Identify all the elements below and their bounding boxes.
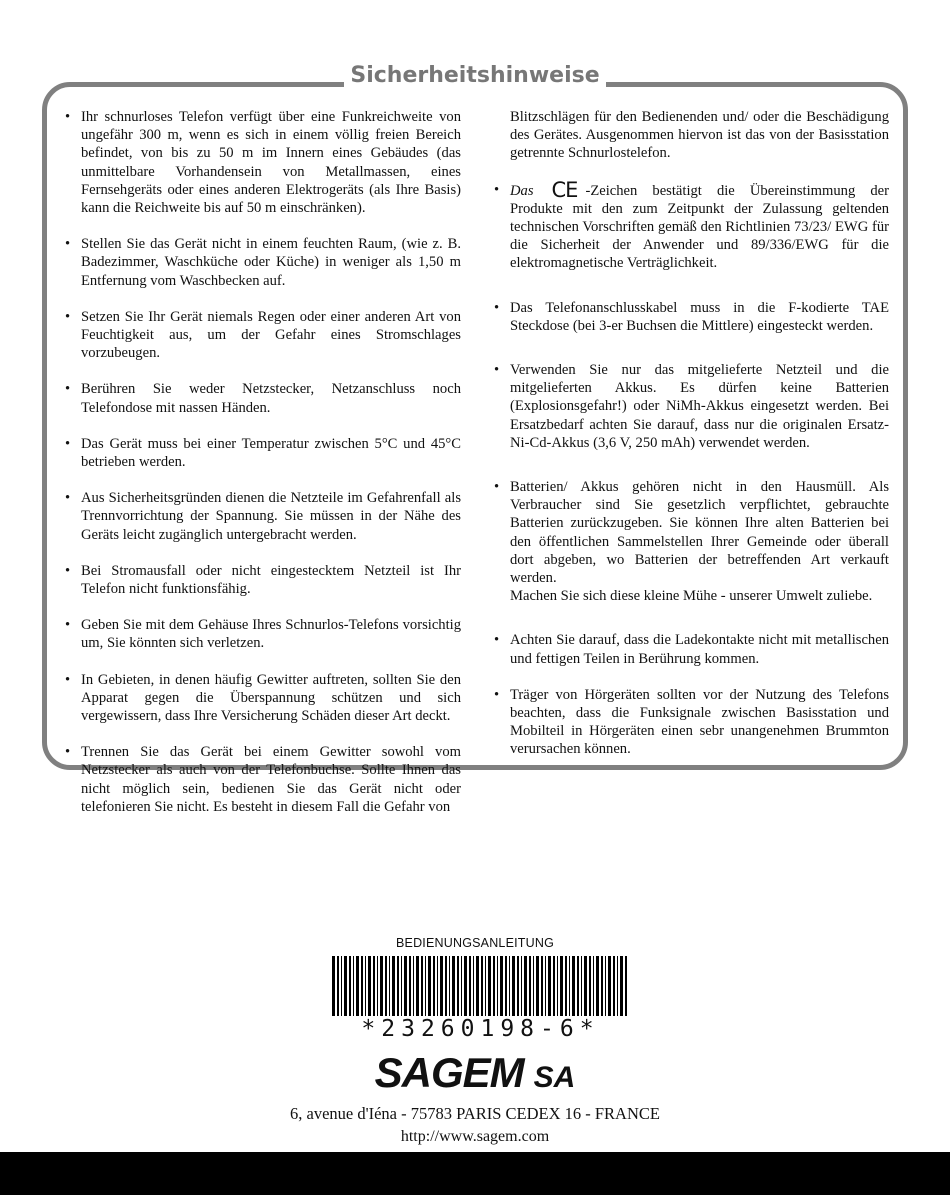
item-note: Machen Sie sich diese kleine Mühe - unserer Umwelt zuliebe. (510, 588, 873, 605)
item-text: Berühren Sie weder Netzstecker, Netzanschluss noch Telefondose mit nassen Händen. (81, 381, 461, 416)
list-item: • Trennen Sie das Gerät bei einem Gewitter sowohl vom Netzstecker als auch von der Telefonbuchse. Sollte Ihnen das nicht möglich sein, bedienen Sie das Gerät nicht oder telefonieren Sie nicht. Es besteht in diesem Fall die Gefahr von (65, 744, 461, 815)
barcode-label: BEDIENUNGSANLEITUNG (396, 936, 554, 950)
barcode-icon (332, 956, 629, 1016)
right-column (492, 108, 889, 759)
list-item: • Aus Sicherheitsgründen dienen die Netzteile im Gefahrenfall als Trennvorrichtung der Spannung. Sie müssen in der Nähe des Geräts leicht zugänglich untergebracht werden. (65, 490, 461, 543)
item-text: Stellen Sie das Gerät nicht in einem feuchten Raum, (wie z. B. Badezimmer, Waschküche oder Küche) in weniger als 1,50 m Entfernung vom Waschbecken auf. (81, 236, 461, 289)
item-text: Achten Sie darauf, dass die Ladekontakte nicht mit metallischen und fettigen Teilen in Berührung kommen. (510, 632, 889, 667)
list-item-continuation (492, 108, 889, 163)
footer-bar (0, 1152, 950, 1195)
item-text: Ihr schnurloses Telefon verfügt über eine Funkreichweite von ungefähr 300 m, wenn es sich in einem völlig freien Bereich befindet, von bis zu 50 m im Innern eines Gebäudes (das unmittelbare Vorhandensein von Metallmassen, eines Fernsehgeräts oder eines anderen Elektrogeräts (als Ihre Basis) kann die Reichweite bis auf 50 m einschränken). (81, 109, 461, 217)
item-text: Aus Sicherheitsgründen dienen die Netzteile im Gefahrenfall als Trennvorrichtung der Spannung. Sie müssen in der Nähe des Geräts leicht zugänglich untergebracht werden. (81, 490, 461, 543)
list-item: • Ihr schnurloses Telefon verfügt über eine Funkreichweite von ungefähr 300 m, wenn es sich in einem völlig freien Bereich befindet, von bis zu 50 m im Innern eines Gebäudes (das unmittelbare Vorhandensein von Metallmassen, eines Fernsehgeräts oder eines anderen Elektrogeräts (als Ihre Basis) kann die Reichweite bis auf 50 m einschränken). (65, 109, 461, 217)
left-column (63, 108, 461, 816)
ce-mark-icon: CE (551, 177, 578, 202)
list-item: • Stellen Sie das Gerät nicht in einem feuchten Raum, (wie z. B. Badezimmer, Waschküche oder Küche) in weniger als 1,50 m Entfernung vom Waschbecken auf. (65, 236, 461, 289)
list-item: • Das Telefonanschlusskabel muss in die F-kodierte TAE Steckdose (bei 3-er Buchsen die Mittlere) eingesteckt werden. (494, 299, 889, 334)
list-item: • Geben Sie mit dem Gehäuse Ihres Schnurlos-Telefons vorsichtig um, Sie könnten sich verletzen. (65, 617, 461, 652)
list-item-battery: • Batterien/ Akkus gehören nicht in den Hausmüll. Als Verbraucher sind Sie gesetzlich verpflichtet, gebrauchte Batterien zurückzugeben. Sie können Ihre alten Batterien bei den öffentlichen Sammelstellen Ihrer Gemeinde oder überall dort abgeben, wo Batterien der betreffenden Art verkauft werden. Machen Sie sich diese kleine Mühe - unserer Umwelt zuliebe. (494, 479, 889, 605)
item-text: Das Gerät muss bei einer Temperatur zwischen 5°C und 45°C betrieben werden. (81, 435, 461, 471)
list-item: • Verwenden Sie nur das mitgelieferte Netzteil und die mitgelieferten Akkus. Es dürfen keine Batterien (Explosionsgefahr!) oder NiMh-Akkus eingesetzt werden. Bei Ersatzbedarf achten Sie darauf, dass nur die originalen Ersatz-Ni-Cd-Akkus (3,6 V, 250 mAh) verwendet werden. (494, 362, 889, 451)
item-text: Geben Sie mit dem Gehäuse Ihres Schnurlos-Telefons vorsichtig um, Sie könnten sich verletzen. (81, 617, 461, 652)
item-text: Verwenden Sie nur das mitgelieferte Netzteil und die mitgelieferten Akkus. Es dürfen keine Batterien (Explosionsgefahr!) oder NiMh-Akkus eingesetzt werden. Bei Ersatzbedarf achten Sie darauf, dass nur die originalen Ersatz-Ni-Cd-Akkus (3,6 V, 250 mAh) verwendet werden. (510, 362, 889, 451)
page-title-wrap (0, 63, 950, 88)
item-text: Träger von Hörgeräten sollten vor der Nutzung des Telefons beachten, dass die Funksignale zwischen Basisstation und Mobilteil in Hörgeräten einen sebr unangenehmen Brummton verursachen können. (510, 686, 889, 758)
item-text: -Zeichen bestätigt die Übereinstimmung der Produkte mit den zum Zeitpunkt der Zulassung geltenden technischen Vorschriften gemäß den Richtlinien 73/23/ EWG für die Sicherheit der Anwender und 89/336/EWG für die elektromagnetische Verträglichkeit. (510, 182, 889, 272)
company-logo (0, 1049, 950, 1097)
list-item: • Achten Sie darauf, dass die Ladekontakte nicht mit metallischen und fettigen Teilen in Berührung kommen. (494, 632, 889, 667)
list-item: • Träger von Hörgeräten sollten vor der Nutzung des Telefons beachten, dass die Funksignale zwischen Basisstation und Mobilteil in Hörgeräten einen sebr unangenehmen Brummton verursachen können. (494, 686, 889, 758)
item-text: In Gebieten, in denen häufig Gewitter auftreten, sollten Sie den Apparat gegen die Überspannung schützen und sich vergewissern, dass Ihre Versicherung Schäden dieser Art deckt. (81, 671, 461, 725)
company-url: http://www.sagem.com (400, 1128, 550, 1145)
item-text: Trennen Sie das Gerät bei einem Gewitter sowohl vom Netzstecker als auch von der Telefonbuchse. Sollte Ihnen das nicht möglich sein, bedienen Sie das Gerät nicht oder telefonieren Sie nicht. Es besteht in diesem Fall die Gefahr von (81, 744, 461, 815)
company-name: SAGEM (374, 1049, 524, 1096)
ce-lead: Das (510, 182, 534, 199)
list-item: • Das Gerät muss bei einer Temperatur zwischen 5°C und 45°C betrieben werden. (65, 435, 461, 471)
item-text: Batterien/ Akkus gehören nicht in den Hausmüll. Als Verbraucher sind Sie gesetzlich verpflichtet, gebrauchte Batterien zurückzugeben. Sie können Ihre alten Batterien bei den öffentlichen Sammelstellen Ihrer Gemeinde oder überall dort abgeben, wo Batterien der betreffenden Art verkauft werden. (510, 479, 889, 587)
page-title: Sicherheitshinweise (344, 63, 605, 88)
list-item: • Berühren Sie weder Netzstecker, Netzanschluss noch Telefondose mit nassen Händen. (65, 381, 461, 416)
barcode-number: *23260198-6* (361, 1016, 600, 1042)
company-address: 6, avenue d'Iéna - 75783 PARIS CEDEX 16 - FRANCE (290, 1104, 660, 1123)
list-item: • In Gebieten, in denen häufig Gewitter auftreten, sollten Sie den Apparat gegen die Überspannung schützen und sich vergewissern, dass Ihre Versicherung Schäden dieser Art deckt. (65, 671, 461, 725)
company-suffix: SA (533, 1061, 576, 1094)
list-item: • Bei Stromausfall oder nicht eingestecktem Netzteil ist Ihr Telefon nicht funktionsfähig. (65, 562, 461, 598)
list-item-ce: • Das CE -Zeichen bestätigt die Übereinstimmung der Produkte mit den zum Zeitpunkt der Zulassung geltenden technischen Vorschriften gemäß den Richtlinien 73/23/ EWG für die Sicherheit der Anwender und 89/336/EWG für die elektromagnetische Verträglichkeit. (494, 177, 889, 272)
item-text: Bei Stromausfall oder nicht eingestecktem Netzteil ist Ihr Telefon nicht funktionsfähig. (81, 562, 461, 598)
list-item: • Setzen Sie Ihr Gerät niemals Regen oder einer anderen Art von Feuchtigkeit aus, um der Gefahr eines Stromschlages vorzubeugen. (65, 308, 461, 362)
item-text: Blitzschlägen für den Bedienenden und/ oder die Beschädigung des Gerätes. Ausgenommen hiervon ist das von der Basisstation getrennte Schnurlostelefon. (510, 109, 889, 162)
item-text: Das Telefonanschlusskabel muss in die F-kodierte TAE Steckdose (bei 3-er Buchsen die Mittlere) eingesteckt werden. (510, 299, 889, 334)
item-text: Setzen Sie Ihr Gerät niemals Regen oder einer anderen Art von Feuchtigkeit aus, um der Gefahr eines Stromschlages vorzubeugen. (81, 308, 461, 362)
